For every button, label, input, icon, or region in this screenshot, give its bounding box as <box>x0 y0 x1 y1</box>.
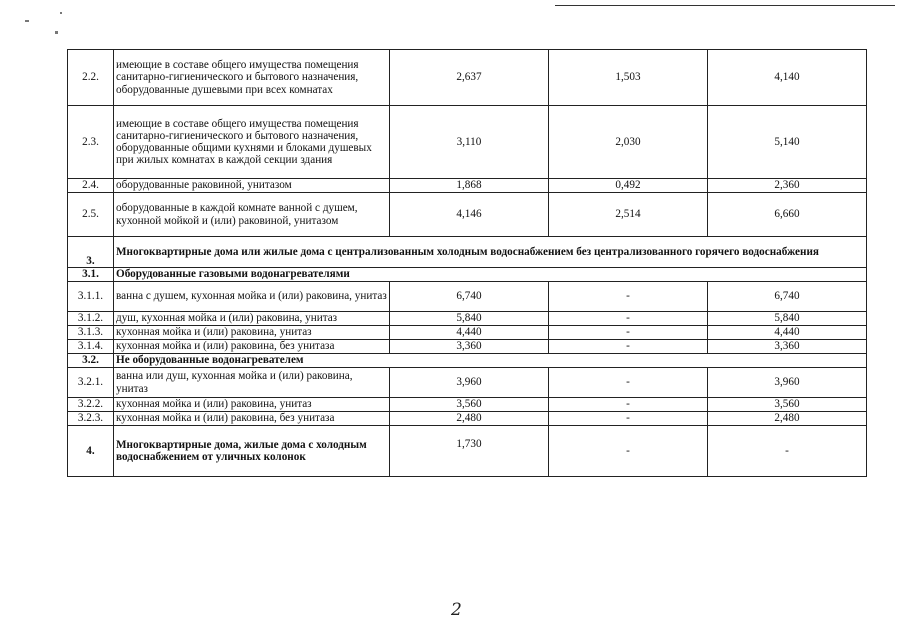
value-cell: 3,360 <box>708 340 867 354</box>
table-row <box>68 412 867 426</box>
table-row <box>68 312 867 326</box>
value-cell: 5,840 <box>708 312 867 326</box>
value-cell: 3,110 <box>390 106 549 179</box>
table-row <box>68 340 867 354</box>
value-cell: 3,560 <box>708 398 867 412</box>
section-title: Оборудованные газовыми водонагревателями <box>114 268 867 282</box>
value-cell: - <box>549 312 708 326</box>
row-number: 2.2. <box>68 50 114 106</box>
row-description: душ, кухонная мойка и (или) раковина, унитаз <box>114 312 390 326</box>
row-description: имеющие в составе общего имущества помещения санитарно-гигиенического и бытового назначения, оборудованные душевыми при всех комнатах <box>114 50 390 106</box>
value-cell: 5,840 <box>390 312 549 326</box>
row-number: 3.2.2. <box>68 398 114 412</box>
value-cell: 3,960 <box>390 368 549 398</box>
value-cell: 2,637 <box>390 50 549 106</box>
row-description: кухонная мойка и (или) раковина, унитаз <box>114 326 390 340</box>
row-number: 3.1.3. <box>68 326 114 340</box>
row-description: ванна или душ, кухонная мойка и (или) раковина, унитаз <box>114 368 390 398</box>
value-cell: 6,740 <box>708 282 867 312</box>
row-description: ванна с душем, кухонная мойка и (или) раковина, унитаз <box>114 282 390 312</box>
section-title: Многоквартирные дома или жилые дома с централизованным холодным водоснабжением без централизованного горячего водоснабжения <box>114 237 867 268</box>
value-cell: - <box>549 398 708 412</box>
table-row <box>68 106 867 179</box>
section-row <box>68 237 867 268</box>
value-cell: - <box>549 426 708 477</box>
value-cell: 4,440 <box>708 326 867 340</box>
section-title: Не оборудованные водонагревателем <box>114 354 867 368</box>
row-description: кухонная мойка и (или) раковина, без унитаза <box>114 340 390 354</box>
row-number: 2.3. <box>68 106 114 179</box>
row-description: кухонная мойка и (или) раковина, без унитаза <box>114 412 390 426</box>
value-cell: 0,492 <box>549 179 708 193</box>
row-number: 2.4. <box>68 179 114 193</box>
table-row <box>68 50 867 106</box>
value-cell: 1,730 <box>390 426 549 477</box>
value-cell: 2,480 <box>708 412 867 426</box>
value-cell: 1,503 <box>549 50 708 106</box>
value-cell: - <box>549 412 708 426</box>
table-row <box>68 398 867 412</box>
tariff-table <box>67 49 867 477</box>
value-cell: - <box>549 340 708 354</box>
table-row <box>68 193 867 237</box>
scan-speck <box>25 20 29 22</box>
table-row <box>68 326 867 340</box>
table-row <box>68 179 867 193</box>
value-cell: 2,514 <box>549 193 708 237</box>
value-cell: - <box>549 326 708 340</box>
value-cell: 3,360 <box>390 340 549 354</box>
row-description: оборудованные раковиной, унитазом <box>114 179 390 193</box>
value-cell: 3,560 <box>390 398 549 412</box>
value-cell: 6,660 <box>708 193 867 237</box>
row-number: 3.1.1. <box>68 282 114 312</box>
value-cell: 4,140 <box>708 50 867 106</box>
scan-speck <box>55 31 58 34</box>
row-number: 3.1.2. <box>68 312 114 326</box>
value-cell: 2,360 <box>708 179 867 193</box>
row-number: 3.2.1. <box>68 368 114 398</box>
value-cell: - <box>549 282 708 312</box>
section-row <box>68 354 867 368</box>
value-cell: 4,440 <box>390 326 549 340</box>
row-description: кухонная мойка и (или) раковина, унитаз <box>114 398 390 412</box>
value-cell: 5,140 <box>708 106 867 179</box>
section-number: 3.2. <box>68 354 114 368</box>
page-number: 2 <box>451 600 462 620</box>
scan-speck <box>60 12 62 14</box>
section-number: 3. <box>68 237 114 268</box>
value-cell: - <box>708 426 867 477</box>
value-cell: 6,740 <box>390 282 549 312</box>
row-number: 3.1.4. <box>68 340 114 354</box>
value-cell: 3,960 <box>708 368 867 398</box>
section-number: 3.1. <box>68 268 114 282</box>
row-number: 3.2.3. <box>68 412 114 426</box>
value-cell: 2,030 <box>549 106 708 179</box>
value-cell: - <box>549 368 708 398</box>
value-cell: 1,868 <box>390 179 549 193</box>
row-number: 2.5. <box>68 193 114 237</box>
table-row <box>68 426 867 477</box>
top-rule <box>555 5 895 6</box>
table-row <box>68 368 867 398</box>
row-number: 4. <box>68 426 114 477</box>
section-row <box>68 268 867 282</box>
value-cell: 4,146 <box>390 193 549 237</box>
value-cell: 2,480 <box>390 412 549 426</box>
row-description: Многоквартирные дома, жилые дома с холодным водоснабжением от уличных колонок <box>114 426 390 477</box>
table-row <box>68 282 867 312</box>
row-description: оборудованные в каждой комнате ванной с душем, кухонной мойкой и (или) раковиной, унитазом <box>114 193 390 237</box>
row-description: имеющие в составе общего имущества помещения санитарно-гигиенического и бытового назначения, оборудованные общими кухнями и блоками душевых при жилых комнатах в каждой секции здания <box>114 106 390 179</box>
